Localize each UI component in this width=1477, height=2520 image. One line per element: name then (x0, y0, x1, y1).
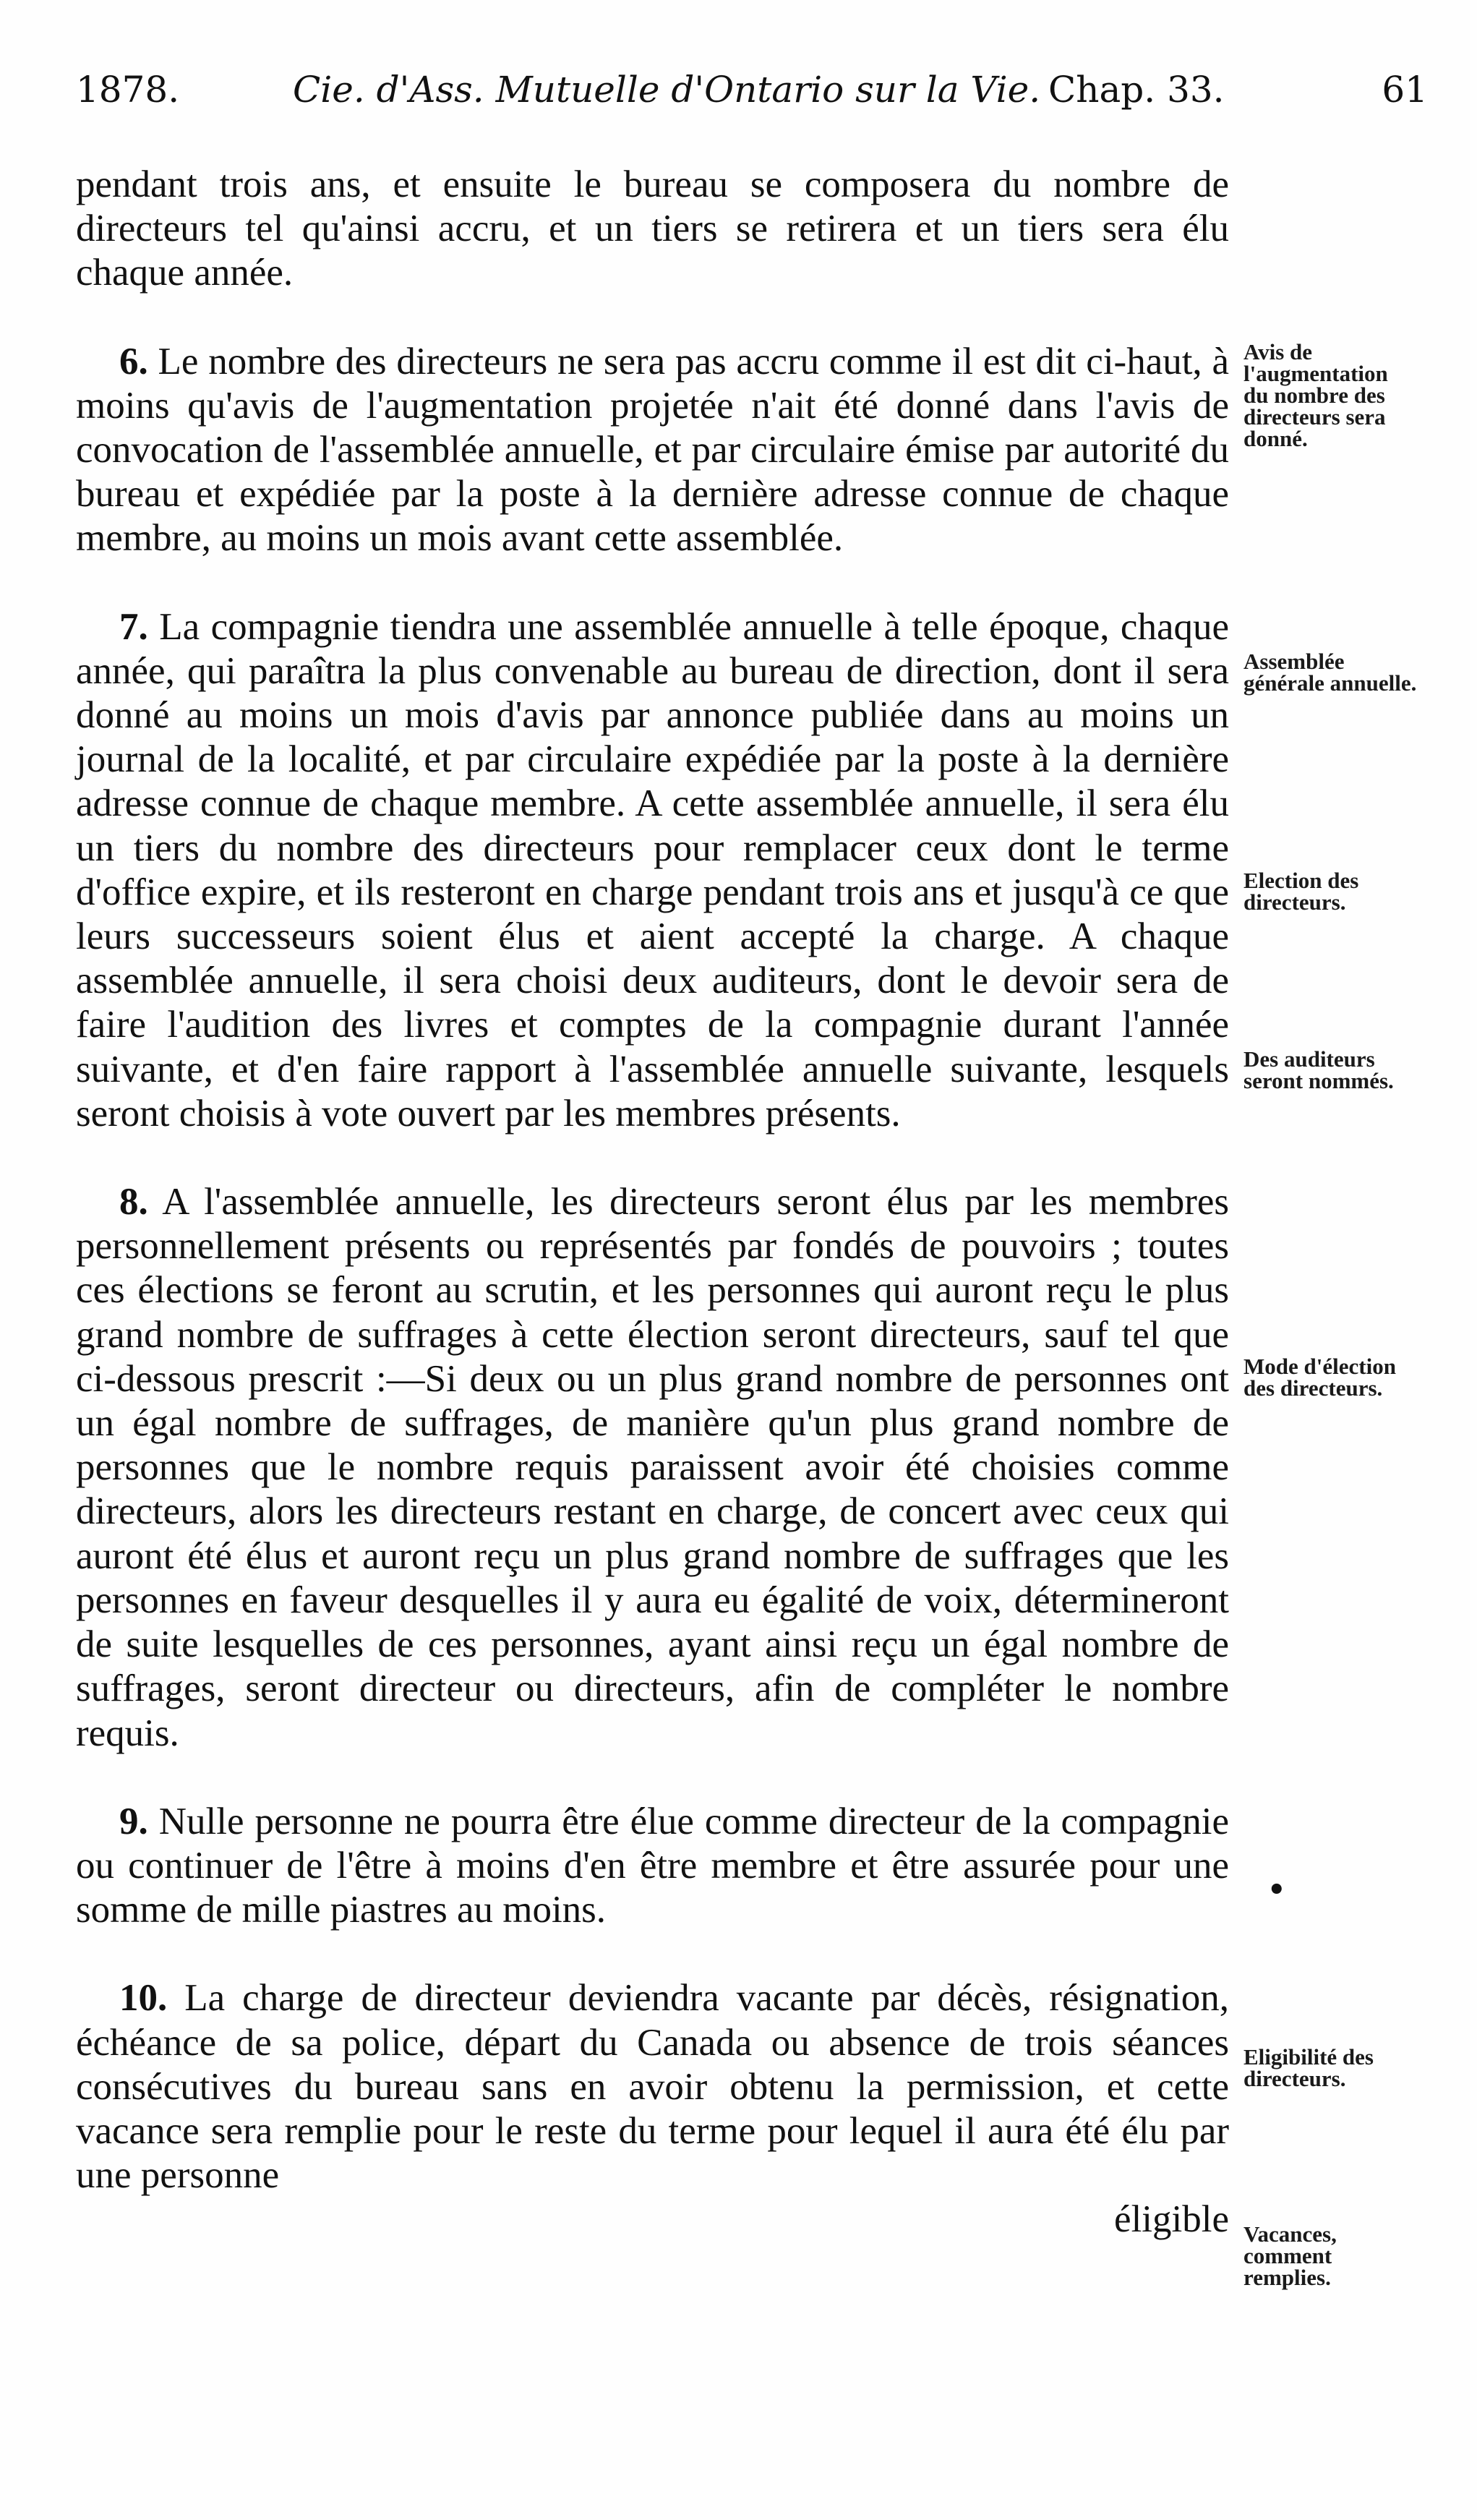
section-10-number: 10. (119, 1977, 168, 2020)
section-9-text: Nulle personne ne pourra être élue comme directeur de la compagnie ou continuer de l'être à moins d'en être membre et être assurée pour une somme de mille piastres au moins. (76, 1800, 1230, 1931)
margin-note-section-9: Eligibilité des directeurs. (1243, 2044, 1374, 2091)
stray-bullet-mark: • (1267, 1873, 1286, 1907)
section-7-text: La compagnie tiendra une assemblée annuelle à telle époque, chaque année, qui paraîtra la plus convenable au bureau de direction, dont il sera donné au moins un mois d'avis par annonce publiée dans au moins un journal de la localité, et par circulaire expédiée par la poste à la dernière adresse connue de chaque membre. A cette assemblée annuelle, il sera élu un tiers du nombre des directeurs pour remplacer ceux dont le terme d'office expire, et ils resteront en charge pendant trois ans et jusqu'à ce que leurs successeurs soient élus et aient accepté la charge. A chaque assemblée annuelle, il sera choisi deux auditeurs, dont le devoir sera de faire l'audition des livres et comptes de la compagnie durant l'année suivante, et d'en faire rapport à l'assemblée annuelle suivante, lesquels seront choisis à vote ouvert par les membres présents. (76, 605, 1230, 1135)
section-6-number: 6. (119, 340, 148, 383)
margin-note-section-8: Mode d'élection des directeurs. (1243, 1354, 1396, 1401)
statute-body (76, 163, 1229, 2242)
page-number: 61 (1382, 69, 1428, 111)
section-7 (76, 605, 1229, 1136)
header-chapter: Chap. 33. (1048, 69, 1225, 111)
margin-note-section-7-meeting: Assemblée générale annuelle. (1243, 649, 1417, 696)
header-year: 1878. (76, 69, 180, 111)
paragraph-intro: pendant trois ans, et ensuite le bureau se composera du nombre de directeurs tel qu'ainsi accru, et un tiers se retirera et un tiers sera élu chaque année. (76, 163, 1229, 294)
section-8-text: A l'assemblée annuelle, les directeurs seront élus par les membres personnellement présents ou représentés par fondés de pouvoirs ; toutes ces élections se feront au scrutin, et les personnes qui auront reçu le plus grand nombre de suffrages à cette élection seront directeurs, sauf tel que ci-dessous prescrit :—Si deux ou un plus grand nombre de personnes ont un égal nombre de suffrages, de manière qu'un plus grand nombre de personnes que le nombre requis paraissent avoir été choisies comme directeurs, alors les directeurs restant en charge, de concert avec ceux qui auront été élus et auront reçu un plus grand nombre de suffrages que les personnes en faveur desquelles il y aura eu égalité de voix, détermineront de suite lesquelles de ces personnes, ayant ainsi reçu un égal nombre de suffrages, seront directeur ou directeurs, afin de compléter le nombre requis. (76, 1181, 1230, 1754)
section-10-text: La charge de directeur deviendra vacante par décès, résignation, échéance de sa police, départ du Canada ou absence de trois séances consécutives du bureau sans en avoir obtenu la permission, et cette vacance sera remplie pour le reste du terme pour lequel il aura été élu par une personne (76, 1977, 1229, 2197)
section-8-number: 8. (119, 1181, 148, 1223)
margin-note-section-10: Vacances, comment remplies. (1243, 2221, 1337, 2290)
header-title: Cie. d'Ass. Mutuelle d'Ontario sur la Vie. (293, 69, 1041, 111)
section-7-number: 7. (119, 605, 148, 648)
section-9 (76, 1800, 1229, 1933)
margin-note-section-7-election: Election des directeurs. (1243, 868, 1359, 915)
running-header (76, 69, 1428, 127)
section-6 (76, 340, 1229, 561)
section-9-number: 9. (119, 1800, 148, 1842)
section-8 (76, 1180, 1229, 1756)
section-10 (76, 1976, 1229, 2197)
margin-note-section-7-auditors: Des auditeurs seront nommés. (1243, 1046, 1394, 1093)
section-6-text: Le nombre des directeurs ne sera pas accru comme il est dit ci-haut, à moins qu'avis de l'augmentation projetée n'ait été donné dans l'avis de convocation de l'assemblée annuelle, et par circulaire émise par autorité du bureau et expédiée par la poste à la dernière adresse connue de chaque membre, au moins un mois avant cette assemblée. (76, 340, 1229, 560)
margin-note-section-6: Avis de l'augmentation du nombre des directeurs sera donné. (1243, 339, 1388, 451)
section-10-last-word: éligible (1114, 2198, 1229, 2241)
